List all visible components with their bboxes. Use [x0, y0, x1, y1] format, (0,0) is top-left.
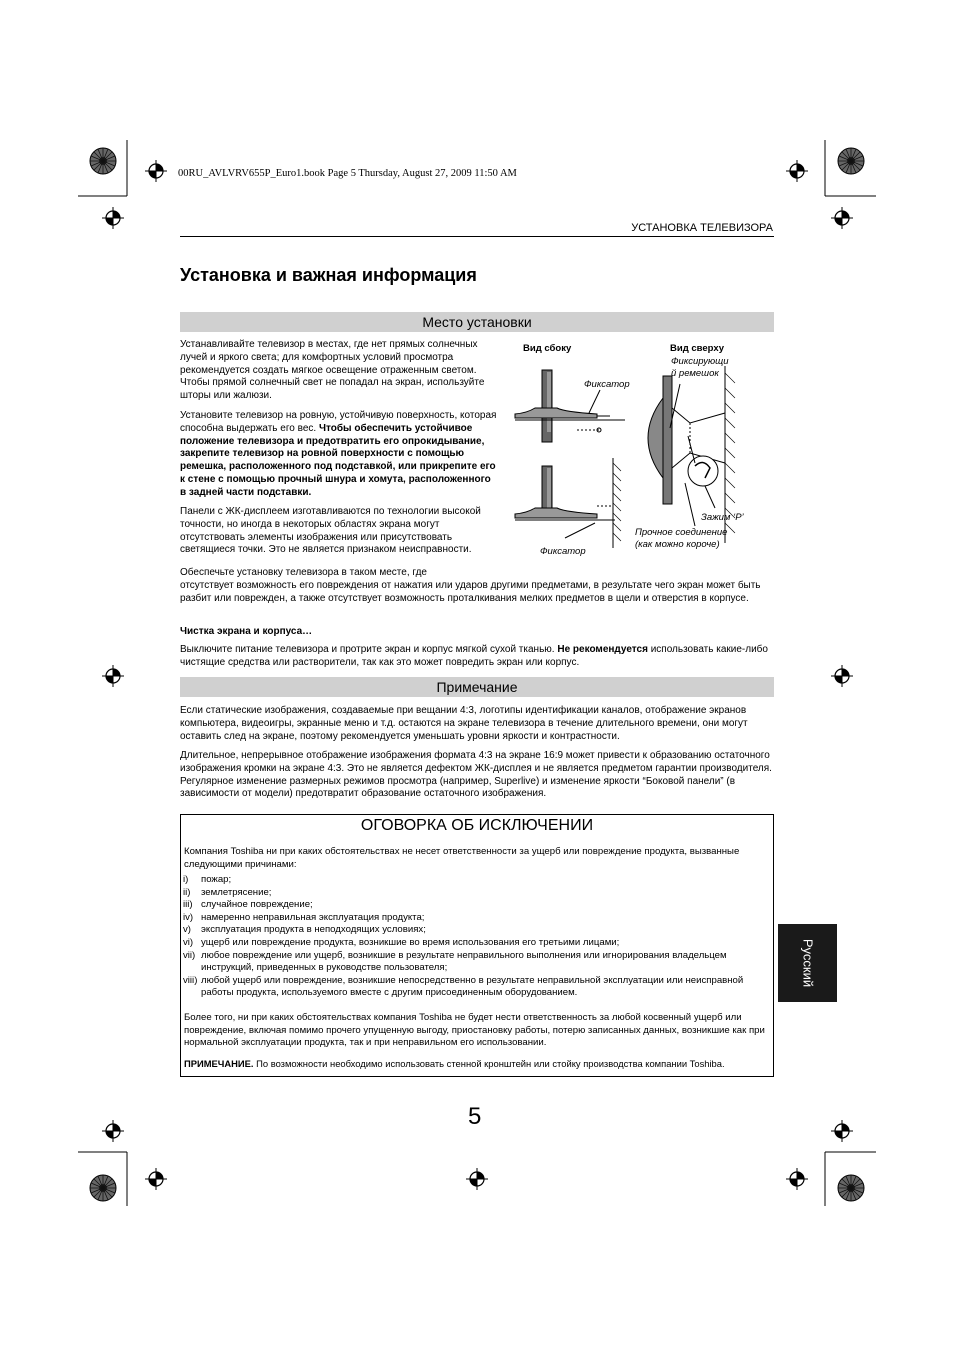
- cleaning-paragraph: [180, 644, 774, 670]
- list-item: [183, 912, 770, 925]
- list-item-text: пожар;: [201, 874, 232, 885]
- note-paragraph-2: Длительное, непрерывное отображение изображения формата 4:3 на экране 16:9 может привести к образованию остаточного изображения кромки на экране 4:3. Это не является дефектом ЖК-дисплея и не является предметом гарантии производителя. Регулярное изменение размерных режимов просмотра (например, Superlive) и изменение яркости “Боковой панели” (в зависимости от модели) предотвратит образование остаточного изображения.: [180, 750, 772, 800]
- list-item-text: случайное повреждение;: [201, 899, 313, 911]
- list-item-number: iii): [183, 899, 193, 911]
- placement-p4-rest: отсутствует возможность его повреждения от нажатия или ударов другими предметами, в результате чего экран может быть разбит или поврежден, а также отсутствует возможность проталкивания мелких предметов в щели и отверстия в корпусе.: [180, 579, 761, 604]
- placement-p4-line1: Обеспечьте установку телевизора в таком месте, где: [180, 567, 427, 578]
- placement-p2-normal: Установите телевизор на ровную, устойчивую поверхность, которая способна выдержать его вес.: [180, 410, 497, 434]
- connection-label: [635, 527, 727, 550]
- header-rule: [180, 236, 774, 237]
- clamp-label: Зажим ‘P’: [701, 512, 744, 523]
- placement-paragraph-1: Устанавливайте телевизор в местах, где нет прямых солнечных лучей и яркого света; для комфортных условий просмотра рекомендуется создать мягкое освещение отраженным светом. Чтобы прямой солнечный свет не попадал на экран, используйте шторы или жалюзи.: [180, 339, 485, 402]
- list-item-text: ущерб или повреждение продукта, возникшие во время использования его третьими лицами;: [201, 936, 620, 948]
- fixator-label-lower: Фиксатор: [540, 546, 586, 557]
- placement-paragraph-3: Панели с ЖК-дисплеем изготавливаются по технологии высокой точности, но иногда в некоторых областях экрана могут отсутствовать элементы изображения или присутствовать светящиеся точки. Это не является признаком неисправности.: [180, 506, 481, 556]
- connection-label-line1: Прочное соединение: [635, 527, 728, 538]
- fixator-label-upper: Фиксатор: [584, 379, 630, 390]
- placement-paragraph-2: [180, 410, 498, 500]
- top-view-label: Вид сверху: [670, 343, 725, 354]
- placement-paragraph-4: [180, 567, 774, 605]
- list-item: [183, 937, 770, 950]
- disclaimer-list: [183, 874, 770, 1000]
- disclaimer-note-label: ПРИМЕЧАНИЕ.: [184, 1058, 254, 1069]
- list-item: [183, 975, 770, 1000]
- disclaimer-intro: Компания Toshiba ни при каких обстоятельствах не несет ответственности за ущерб или повреждение продукта, вызванные следующими причинами:: [184, 846, 740, 870]
- connection-label-line2: (как можно короче): [635, 538, 720, 550]
- strap-label: [671, 356, 728, 379]
- strap-label-line2: й ремешок: [671, 367, 719, 379]
- placement-p2-bold: Чтобы обеспечить устойчивое положение телевизора и предотвратить его опрокидывание, закрепите телевизор на ровной поверхности с помощью ремешка, расположенного под подставкой, или прикрепите его к стене с помощью прочный шнура и хомута, расположенного в задней части подставки.: [180, 422, 496, 498]
- list-item: [183, 950, 770, 975]
- cleaning-normal-1: Выключите питание телевизора и протрите экран и корпус мягкой сухой тканью.: [180, 644, 558, 655]
- side-view-tv-lower: [515, 458, 621, 548]
- list-item-number: viii): [183, 974, 198, 986]
- list-item-number: v): [183, 924, 191, 936]
- side-view-label: Вид сбоку: [523, 343, 572, 354]
- disclaimer-title: ОГОВОРКА ОБ ИСКЛЮЧЕНИИ: [360, 817, 594, 834]
- language-tab: [778, 924, 837, 1002]
- list-item: [183, 924, 770, 937]
- list-item-text: любой ущерб или повреждение, возникшие непосредственно в результате неправильной эксплуатации или неисправной работы продукта, используемого вместе с другим присоединенным оборудованием.: [201, 974, 744, 999]
- strap-label-line1: Фиксирующи: [671, 356, 729, 367]
- language-tab-label: Русский: [800, 938, 816, 988]
- disclaimer-more: Более того, ни при каких обстоятельствах компания Toshiba не будет нести ответственность за любой косвенный ущерб или повреждение, включая помимо прочего упущенную выгоду, приостановку работы, потерю записанных данных, возникшие как при нормальной эксплуатации продукта, так и при неправильном его использовании.: [184, 1012, 765, 1049]
- list-item-text: любое повреждение или ущерб, возникшие в результате неправильного выполнения или игнорирования владельцем инструкций, приведенных в руководстве пользователя;: [201, 949, 727, 974]
- cleaning-heading: Чистка экрана и корпуса…: [180, 626, 313, 637]
- list-item-number: vi): [183, 936, 194, 948]
- list-item: [183, 899, 770, 912]
- disclaimer-note-text: По возможности необходимо использовать стенной кронштейн или стойку производства компании Toshiba.: [253, 1058, 725, 1069]
- list-item-number: vii): [183, 949, 196, 961]
- disclaimer-note: [184, 1058, 772, 1071]
- list-item-number: iv): [183, 911, 194, 923]
- section-header: УСТАНОВКА ТЕЛЕВИЗОРА: [631, 222, 773, 234]
- cleaning-normal-2: использовать какие-либо чистящие средства или растворители, так как это может повредить экран или корпус.: [180, 644, 768, 668]
- list-item: [183, 887, 770, 900]
- cleaning-bold: Не рекомендуется: [557, 644, 648, 655]
- list-item-text: намеренно неправильная эксплуатация продукта;: [201, 911, 425, 923]
- page-title: Установка и важная информация: [180, 265, 477, 285]
- list-item-text: эксплуатация продукта в неподходящих условиях;: [201, 924, 426, 936]
- note-bar: Примечание: [180, 677, 774, 697]
- list-item-number: i): [183, 874, 189, 885]
- print-info: 00RU_AVLVRV655P_Euro1.book Page 5 Thursday, August 27, 2009 11:50 AM: [178, 168, 517, 179]
- note-paragraph-1: Если статические изображения, создаваемые при вещании 4:3, логотипы идентификации каналов, отображение экранов компьютера, видеоигры, экранные меню и т.д. остаются на экране телевизора в течение длительного времени, они могут оставить след на экране, поэтому рекомендуется уменьшать уровни яркости и контрастности.: [180, 705, 748, 742]
- list-item-number: ii): [183, 886, 191, 898]
- list-item: [183, 874, 770, 887]
- page-number: 5: [468, 1103, 482, 1130]
- placement-bar: Место установки: [180, 312, 774, 332]
- list-item-text: землетрясение;: [201, 886, 272, 898]
